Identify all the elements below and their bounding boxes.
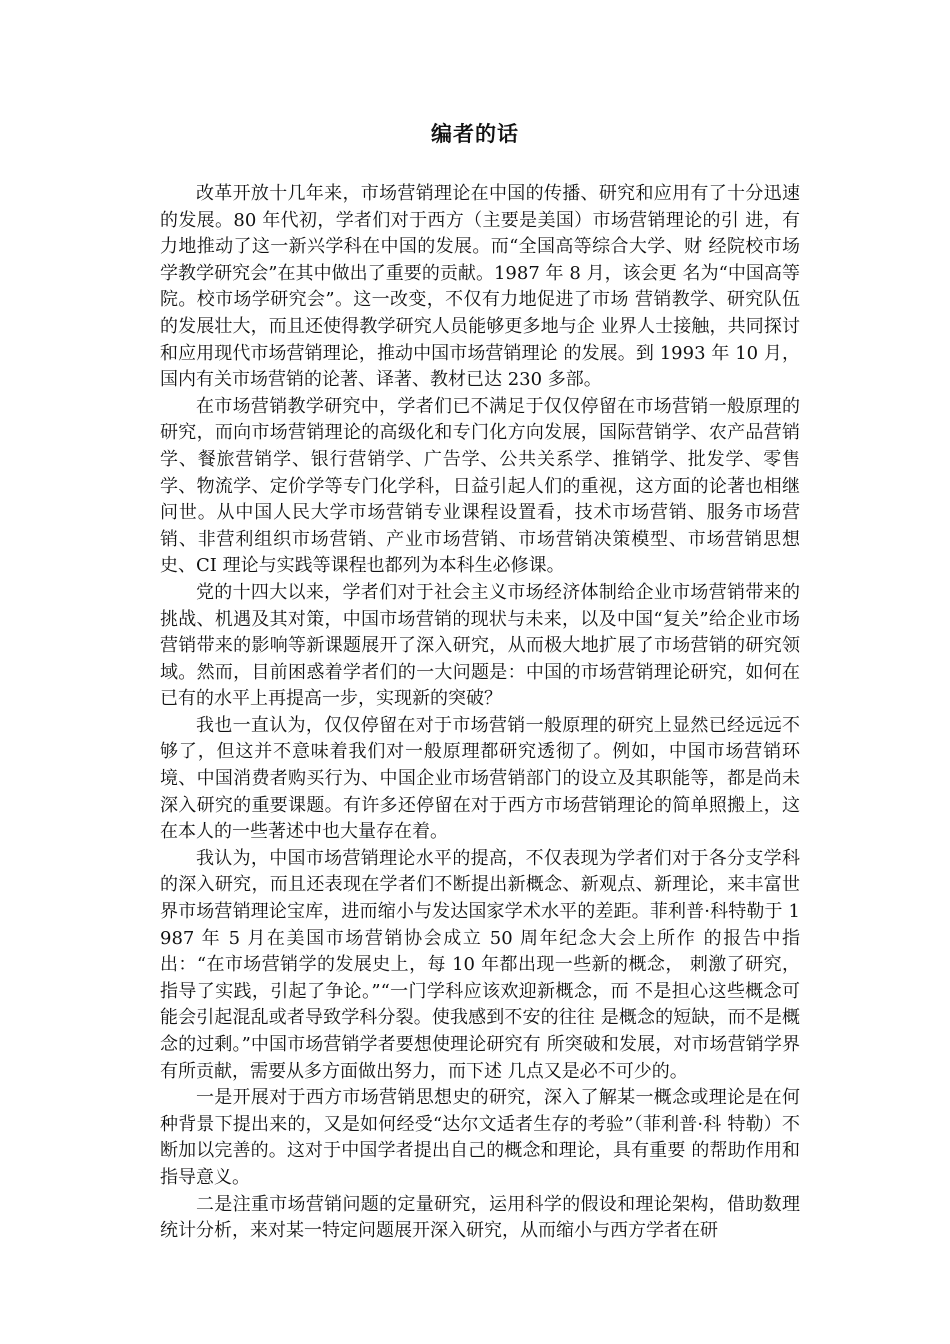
document-body (160, 181, 800, 1245)
paragraph-6: 一是开展对于西方市场营销思想史的研究，深入了解某一概念或理论是在何种背景下提出来的，又是如何经受“达尔文适者生存的考验”（菲利普·科 特勒）不断加以完善的。这对于中国学者提出自己的概念和理论，具有重要 的帮助作用和指导意义。 (160, 1087, 800, 1188)
paragraph-5: 我认为，中国市场营销理论水平的提高，不仅表现为学者们对于各分支学科的深入研究，而且还表现在学者们不断提出新概念、新观点、新理论，来丰富世界市场营销理论宝库，进而缩小与发达国家学术水平的差距。菲利普·科特勒于 1987 年 5 月在美国市场营销协会成立 50 周年纪念大会上所作 的报告中指出：“在市场营销学的发展史上，每 10 年都出现一些新的概念， 刺激了研究，指导了实践，引起了争论。”“一门学科应该欢迎新概念，而 不是担心这些概念可能会引起混乱或者导致学科分裂。使我感到不安的往往 是概念的短缺，而不是概念的过剩。”中国市场营销学者要想使理论研究有 所突破和发展，对市场营销学界有所贡献，需要从多方面做出努力，而下述 几点又是必不可少的。 (160, 847, 800, 1082)
paragraph-7: 二是注重市场营销问题的定量研究，运用科学的假设和理论架构，借助数理统计分析，来对某一特定问题展开深入研究，从而缩小与西方学者在研 (160, 1193, 800, 1242)
page-title: 编者的话 (431, 121, 519, 146)
paragraph-3: 党的十四大以来，学者们对于社会主义市场经济体制给企业市场营销带来的挑战、机遇及其对策，中国市场营销的现状与未来，以及中国“复关”给企业市场营销带来的影响等新课题展开了深入研究，从而极大地扩展了市场营销的研究领域。然而，目前困惑着学者们的一大问题是：中国的市场营销理论研究，如何在已有的水平上再提高一步，实现新的突破？ (160, 581, 800, 710)
paragraph-2: 在市场营销教学研究中，学者们已不满足于仅仅停留在市场营销一般原理的研究，而向市场营销理论的高级化和专门化方向发展，国际营销学、农产品营销学、餐旅营销学、银行营销学、广告学、公共关系学、推销学、批发学、零售学、物流学、定价学等专门化学科，日益引起人们的重视，这方面的论著也相继问世。从中国人民大学市场营销专业课程设置看，技术市场营销、服务市场营销、非营利组织市场营销、产业市场营销、市场营销决策模型、市场营销思想史、CI 理论与实践等课程也都列为本科生必修课。 (160, 395, 800, 577)
paragraph-4: 我也一直认为，仅仅停留在对于市场营销一般原理的研究上显然已经远远不够了，但这并不意味着我们对一般原理都研究透彻了。例如，中国市场营销环境、中国消费者购买行为、中国企业市场营销部门的设立及其职能等，都是尚未深入研究的重要课题。有许多还停留在对于西方市场营销理论的简单照搬上，这在本人的一些著述中也大量存在着。 (160, 714, 800, 843)
paragraph-1: 改革开放十几年来，市场营销理论在中国的传播、研究和应用有了十分迅速的发展。80 年代初，学者们对于西方（主要是美国）市场营销理论的引 进，有力地推动了这一新兴学科在中国的发展。而“全国高等综合大学、财 经院校市场学教学研究会”在其中做出了重要的贡献。1987 年 8 月，该会更 名为“中国高等院。校市场学研究会”。这一改变，不仅有力地促进了市场 营销教学、研究队伍的发展壮大，而且还使得教学研究人员能够更多地与企 业界人士接触，共同探讨和应用现代市场营销理论，推动中国市场营销理论 的发展。到 1993 年 10 月，国内有关市场营销的论著、译著、教材已达 230 多部。 (160, 183, 800, 391)
